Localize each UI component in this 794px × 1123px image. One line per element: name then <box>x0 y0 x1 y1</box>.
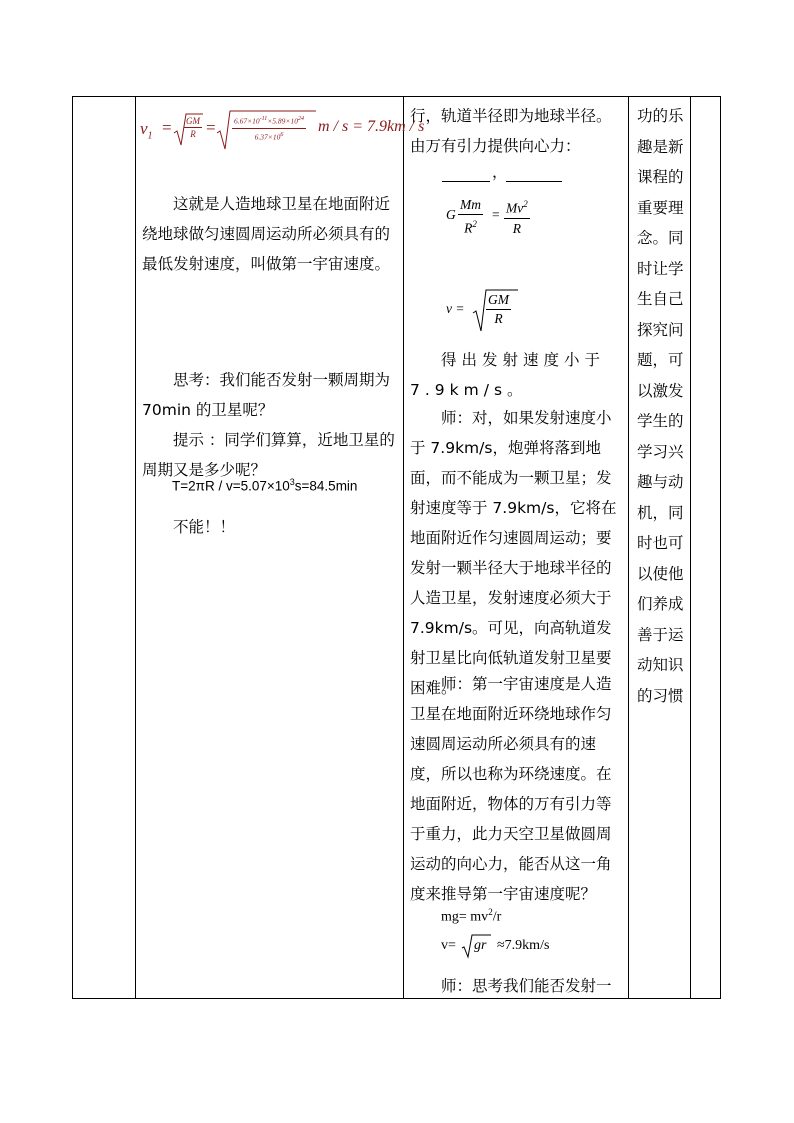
cell-column-2 <box>136 97 425 998</box>
formula-mg: $mg= mv^2/r$ <box>441 907 502 925</box>
think-question: 思考：我们能否发射一颗周期为70min 的卫星呢？ <box>142 371 391 419</box>
formula-first-cosmic-velocity: $v_1$ = $\frac{GM}{R}$ = $\frac{6.67\times 10^{-11}\times 5.89\times 10^{24}}{6.37\times 10^6}$ m / s = 7.9km / s <box>140 109 402 153</box>
lesson-table <box>72 96 721 999</box>
hint-text: 提示 ：同学们算算，近地卫星的周期又是多少呢？ <box>142 431 395 479</box>
paragraph-first-cosmic-velocity: 这就是人造地球卫星在地面附近绕地球做匀速圆周运动所必须具有的最低发射速度，叫做第一宇宙速度。 <box>142 195 391 273</box>
answer-text: 不能！！ <box>173 518 236 536</box>
cell-column-3 <box>404 97 628 998</box>
formula-gravitation: G $\frac{Mm}{R^2}$ = $\frac{Mv^2}{R}$ <box>446 197 528 236</box>
text-line: 由万有引力提供向心力： <box>410 137 581 155</box>
cell-column-1 <box>73 97 135 998</box>
design-intent-text: 功的乐趣是新课程的重要理念。同时让学生自己探究问题，可以激发学生的学习兴趣与动机，同时也可以使他们养成善于运动知识的习惯 <box>637 107 684 705</box>
paragraph-teacher-1: 师：对，如果发射速度小于 7.9km/s，炮弹将落到地面，而不能成为一颗卫星；发射速度等于 7.9km/s，它将在地面附近作匀速圆周运动；要发射一颗半径大于地球半径的人造卫星，发射速度必须大于 7.9km/s。可见，向高轨道发射卫星比向低轨道发射卫星要困难。 <box>410 409 617 697</box>
fill-blanks: ， <box>442 157 572 183</box>
formula-v-gr: v= gr ≈7.9km/s <box>441 933 621 959</box>
formula-velocity: v = $\frac{GM}{R}$ <box>446 287 556 335</box>
period-calculation: $T=2\pi R / v=5.07\times 10^3s=84.5\min$ <box>172 477 358 494</box>
paragraph-teacher-2: 师：第一宇宙速度是人造卫星在地面附近环绕地球作匀速圆周运动所必须具有的速度，所以也称为环绕速度。在地面附近，物体的万有引力等于重力，此力天空卫星做圆周运动的向心力，能否从这一角度来推导第一宇宙速度呢？ <box>410 675 612 903</box>
text-line: 师：思考我们能否发射一 <box>441 977 612 995</box>
cell-column-4 <box>629 97 690 998</box>
paragraph-result: 得出发射速度小于7.9km/s。 <box>410 351 606 399</box>
text-line: 行，轨道半径即为地球半径。 <box>410 107 612 125</box>
cell-column-5 <box>691 97 721 998</box>
